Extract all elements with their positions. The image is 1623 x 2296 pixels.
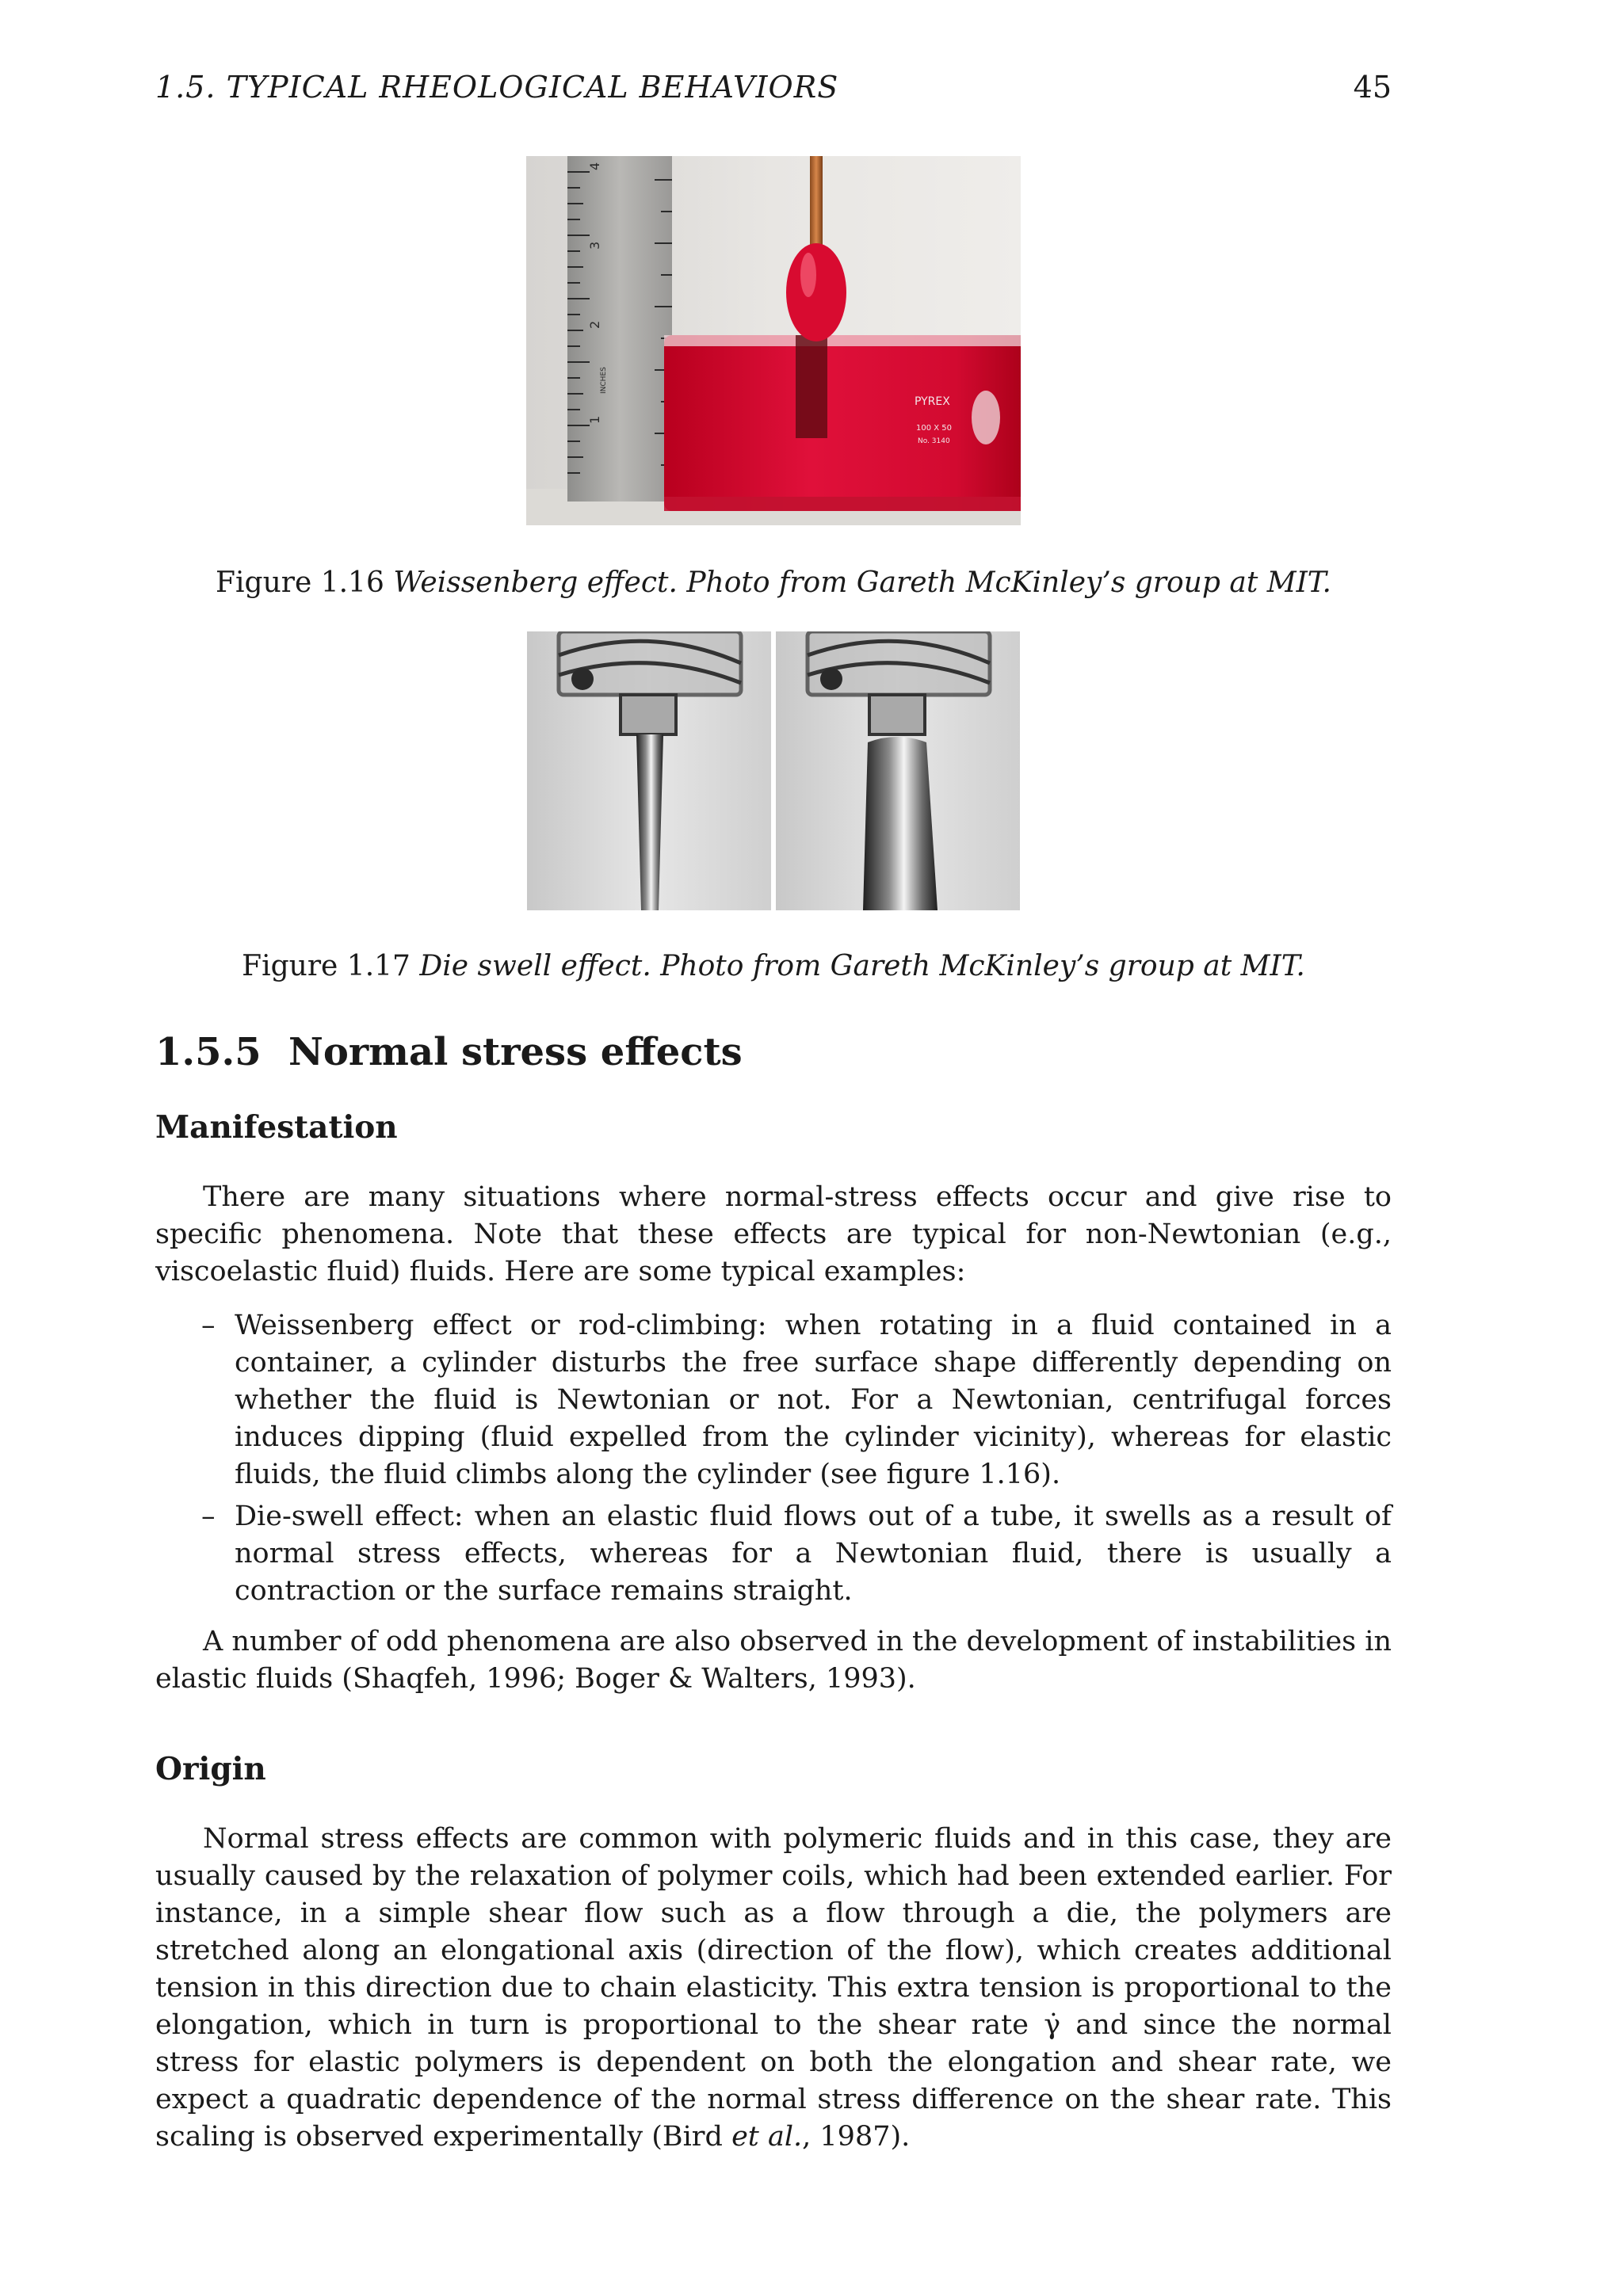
figure-caption-text: Die swell effect. Photo from Gareth McKinley’s group at MIT.	[419, 950, 1305, 982]
list-marker: –	[201, 1501, 216, 1532]
subheading-manifestation: Manifestation	[155, 1109, 398, 1146]
paragraph-closing: A number of odd phenomena are also observed in the development of instabilities in elastic fluids (Shaqfeh, 1996; Boger & Walters, 1993).	[155, 1626, 1392, 1695]
ruler-mark-4: 4	[587, 162, 602, 170]
ruler-mark-3: 3	[587, 241, 602, 250]
subheading-origin: Origin	[155, 1751, 266, 1787]
origin-ref-tail: , 1987).	[802, 2121, 911, 2153]
figure-die-swell-photo	[527, 631, 1020, 910]
origin-text: Normal stress effects are common with polymeric fluids and in this case, they are usually caused by the relaxation of polymer coils, which had been extended earlier. For instance, in a simple shear flow such as a flow through a die, the polymers are stretched along an elongational axis (direction of the flow), which creates additional tension in this direction due to chain elasticity. This extra tension is proportional to the elongation, which in turn is proportional to the shear rate γ̇ and since the normal stress for elastic polymers is dependent on both the elongation and shear rate, we expect a quadratic dependence of the normal stress difference on the shear rate. This scaling is observed experimentally (Bird	[155, 1823, 1392, 2153]
figure-caption-text: Weissenberg effect. Photo from Gareth McKinley’s group at MIT.	[393, 566, 1331, 599]
ruler-unit-label: INCHES	[600, 367, 608, 394]
list-item-text: Weissenberg effect or rod-climbing: when rotating in a fluid contained in a container, a cylinder disturbs the free surface shape differently depending on whether the fluid is Newtonian or not. For a Newtonian, centrifugal forces induces dipping (fluid expelled from the cylinder vicinity), whereas for elastic fluids, the fluid climbs along the cylinder (see figure 1.16).	[235, 1310, 1392, 1490]
list-item	[155, 1307, 1392, 1493]
list-item-text: Die-swell effect: when an elastic fluid flows out of a tube, it swells as a result of normal stress effects, whereas for a Newtonian fluid, there is usually a contraction or the surface remains straight.	[235, 1501, 1392, 1607]
section-number: 1.5.5	[155, 1030, 262, 1074]
figure-weissenberg-photo	[526, 156, 1021, 525]
paragraph-origin	[155, 1821, 1392, 2156]
beaker-number: No. 3140	[918, 437, 950, 445]
list-item	[155, 1498, 1392, 1610]
figure-label: Figure 1.17	[242, 950, 411, 982]
examples-list	[155, 1307, 1392, 1615]
ruler-mark-2: 2	[587, 320, 602, 329]
section-heading	[155, 1030, 743, 1074]
figure-caption-1-17	[155, 950, 1392, 982]
beaker-size: 100 X 50	[916, 424, 953, 433]
origin-ref-italic: et al.	[731, 2121, 803, 2153]
section-title: Normal stress effects	[288, 1030, 743, 1074]
figure-caption-1-16	[155, 566, 1392, 599]
figure-label: Figure 1.16	[216, 566, 384, 599]
paragraph-intro: There are many situations where normal-stress effects occur and give rise to specific phenomena. Note that these effects are typical for non-Newtonian (e.g., viscoelastic fluid) fluids. Here are some typical examples:	[155, 1181, 1392, 1287]
running-head	[155, 70, 1392, 109]
beaker-brand: PYREX	[915, 395, 950, 408]
page-number: 45	[1353, 70, 1392, 105]
ruler-mark-1: 1	[587, 415, 602, 424]
list-marker: –	[201, 1310, 216, 1341]
running-head-title: 1.5. TYPICAL RHEOLOGICAL BEHAVIORS	[155, 70, 839, 105]
